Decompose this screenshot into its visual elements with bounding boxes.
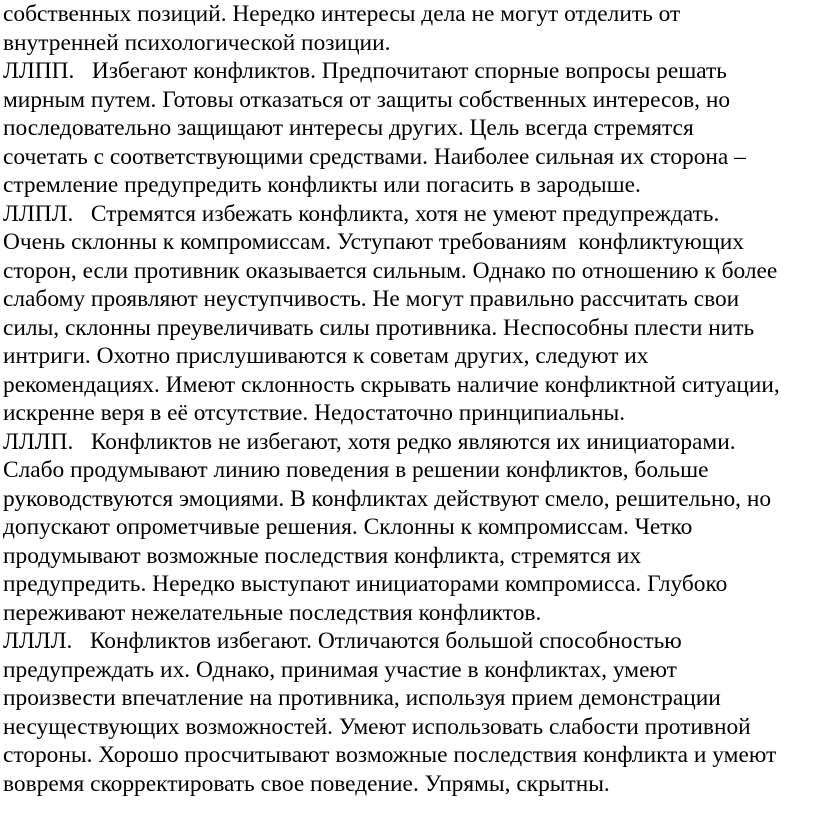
document-body [3, 0, 816, 798]
text-line: продумывают возможные последствия конфликта, стремятся их [3, 542, 642, 569]
text-line: переживают нежелательные последствия конфликтов. [3, 599, 542, 626]
text-line: вовремя скорректировать свое поведение. Упрямы, скрытны. [3, 770, 610, 797]
text-line: предупредить. Нередко выступают инициаторами компромисса. Глубоко [3, 571, 728, 597]
text-line: сторон, если противник оказывается сильным. Однако по отношению к более [3, 257, 778, 284]
text-line: стороны. Хорошо просчитывают возможные последствия конфликта и умеют [3, 742, 777, 768]
text-line: произвести впечатление на противника, используя прием демонстрации [3, 685, 721, 711]
text-line: внутренней психологической позиции. [3, 29, 391, 56]
text-line: допускают опрометчивые решения. Склонны к компромиссам. Четко [3, 514, 693, 540]
text-line: стремление предупредить конфликты или погасить в зародыше. [3, 172, 641, 198]
text-line: последовательно защищают интересы других. Цель всегда стремятся [3, 115, 694, 141]
text-line: ЛЛПЛ. Стремятся избежать конфликта, хотя не умеют предупреждать. [3, 200, 720, 227]
text-line: ЛЛЛП. Конфликтов не избегают, хотя редко являются их инициаторами. [3, 428, 736, 455]
text-line: ЛЛПП. Избегают конфликтов. Предпочитают спорные вопросы решать [3, 58, 727, 84]
text-line: рекомендациях. Имеют склонность скрывать наличие конфликтной ситуации, [3, 371, 780, 398]
text-line: собственных позиций. Нередко интересы дела не могут отделить от [3, 1, 681, 27]
text-line: слабому проявляют неуступчивость. Не могут правильно рассчитать свои [3, 286, 740, 312]
text-line: предупреждать их. Однако, принимая участие в конфликтах, умеют [3, 656, 677, 683]
text-line: сочетать с соответствующими средствами. Наиболее сильная их сторона – [3, 143, 746, 170]
text-line: Слабо продумывают линию поведения в решении конфликтов, больше [3, 457, 709, 483]
text-line: ЛЛЛЛ. Конфликтов избегают. Отличаются большой способностью [3, 628, 682, 654]
text-line: искренне веря в её отсутствие. Недостаточно принципиальны. [3, 400, 626, 426]
text-line: несуществующих возможностей. Умеют использовать слабости противной [3, 713, 751, 740]
text-line: Очень склонны к компромиссам. Уступают требованиям конфликтующих [3, 229, 744, 255]
text-line: силы, склонны преувеличивать силы противника. Неспособны плести нить [3, 314, 755, 341]
text-line: мирным путем. Готовы отказаться от защиты собственных интересов, но [3, 86, 731, 113]
text-line: интриги. Охотно прислушиваются к советам других, следуют их [3, 343, 649, 369]
text-line: руководствуются эмоциями. В конфликтах действуют смело, решительно, но [3, 485, 772, 512]
